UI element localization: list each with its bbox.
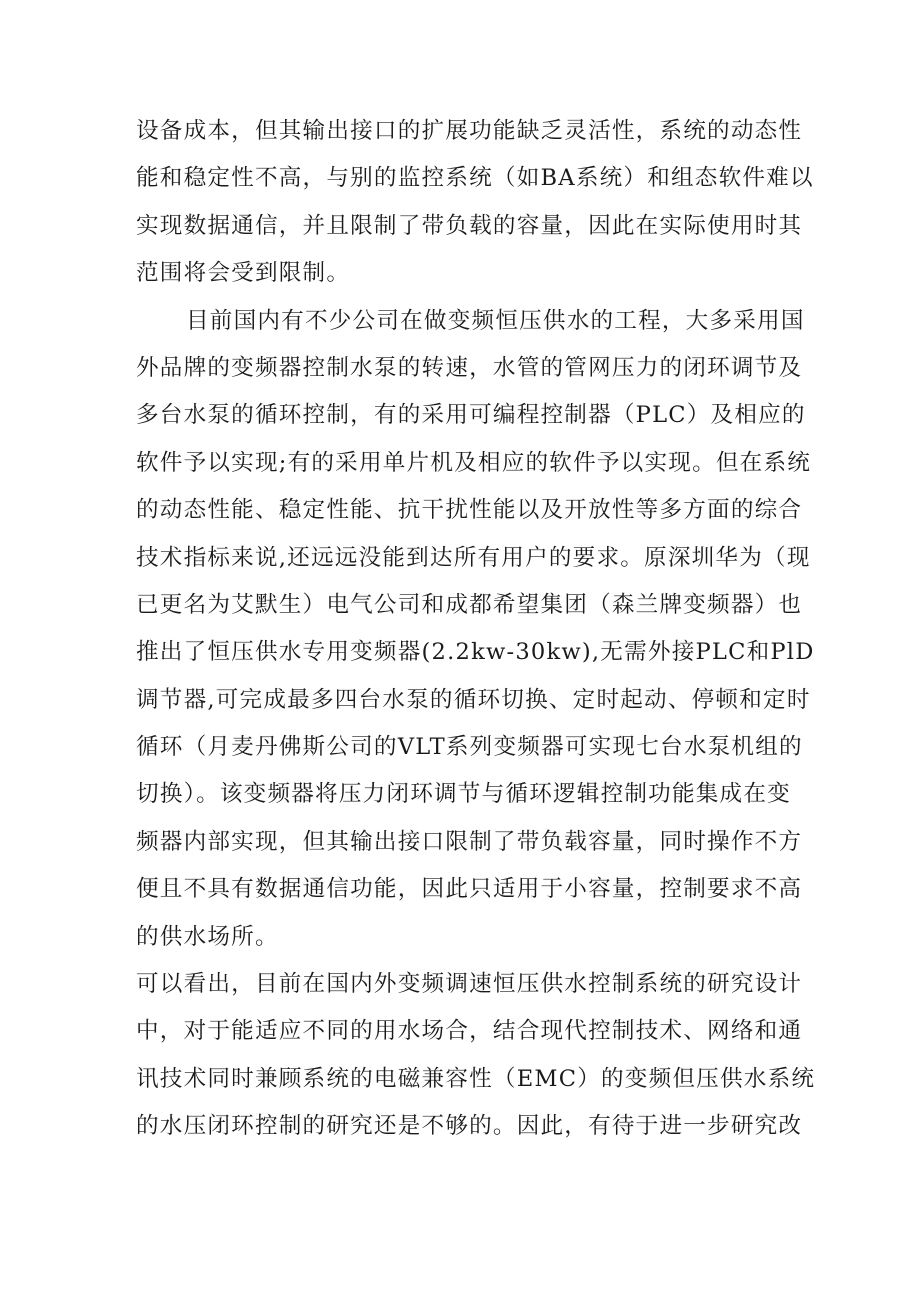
paragraph-line: 技术指标来说,还远远没能到达所有用户的要求。原深圳华为（现 [136,544,811,571]
document-body [136,108,816,1151]
paragraph-line: 设备成本，但其输出接口的扩展功能缺乏灵活性，系统的动态性 [136,118,803,144]
paragraph-line: 循环（月麦丹佛斯公司的VLT系列变频器可实现七台水泵机组的 [136,734,803,761]
paragraph-line: 软件予以实现;有的采用单片机及相应的软件予以实现。但在系统 [136,449,812,476]
paragraph-line: 的供水场所。 [136,923,279,950]
paragraph-line: 中，对于能适应不同的用水场合，结合现代控制技术、网络和通 [136,1018,803,1045]
paragraph-line: 可以看出，目前在国内外变频调速恒压供水控制系统的研究设计 [136,971,803,998]
paragraph-line: 的水压闭环控制的研究还是不够的。因此，有待于进一步研究改 [136,1113,803,1140]
paragraph-line: 多台水泵的循环控制，有的采用可编程控制器（PLC）及相应的 [136,402,806,429]
paragraph-line: 推出了恒压供水专用变频器(2.2kw-30kw),无需外接PLC和PlD [136,639,815,666]
paragraph-line: 目前国内有不少公司在做变频恒压供水的工程，大多采用国 [186,307,805,334]
paragraph-2 [136,298,815,961]
paragraph-line: 外品牌的变频器控制水泵的转速，水管的管网压力的闭环调节及 [136,354,803,381]
paragraph-line: 范围将会受到限制。 [136,260,351,287]
paragraph-line: 调节器,可完成最多四台水泵的循环切换、定时起动、停顿和定时 [136,686,811,713]
paragraph-line: 的动态性能、稳定性能、抗干扰性能以及开放性等多方面的综合 [136,497,803,524]
paragraph-line: 频器内部实现，但其输出接口限制了带负载容量，同时操作不方 [136,828,803,855]
paragraph-line: 实现数据通信，并且限制了带负载的容量，因此在实际使用时其 [136,212,803,239]
paragraph-1 [136,108,814,298]
paragraph-3 [136,961,816,1151]
paragraph-line: 已更名为艾默生）电气公司和成都希望集团（森兰牌变频器）也 [136,591,803,618]
paragraph-line: 切换）。该变频器将压力闭环调节与循环逻辑控制功能集成在变 [136,781,791,808]
paragraph-line: 能和稳定性不高，与别的监控系统（如BA系统）和组态软件难以 [136,165,814,192]
paragraph-line: 讯技术同时兼顾系统的电磁兼容性（EMC）的变频但压供水系统 [136,1065,816,1092]
paragraph-line: 便且不具有数据通信功能，因此只适用于小容量，控制要求不高 [136,876,803,903]
